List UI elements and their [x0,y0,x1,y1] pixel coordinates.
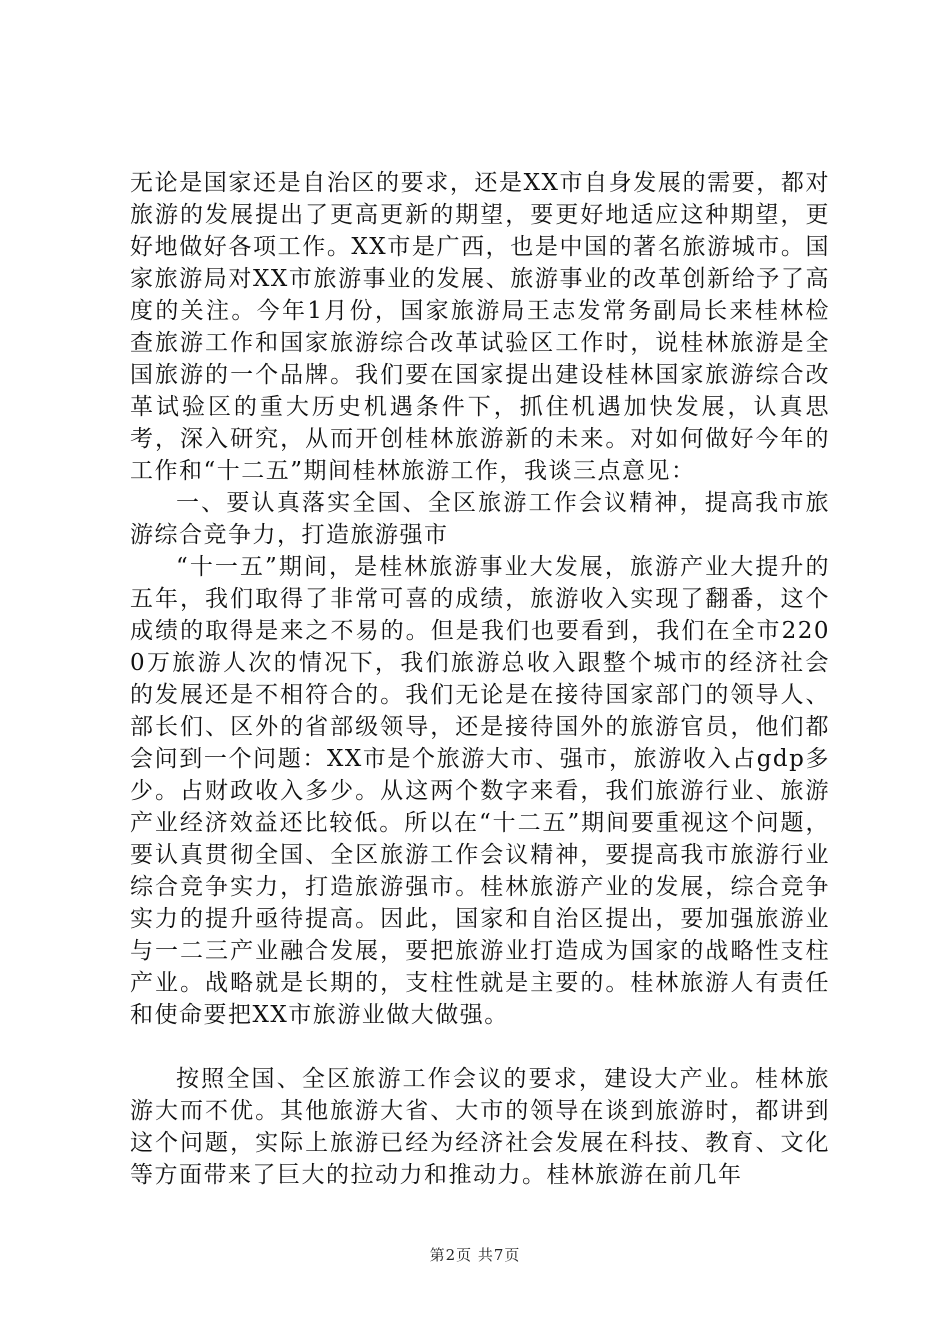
paragraph-section-1: “十一五”期间，是桂林旅游事业大发展，旅游产业大提升的五年，我们取得了非常可喜的成绩，旅游收入实现了翻番，这个成绩的取得是来之不易的。但是我们也要看到，我们在全市2200万旅游人次的情况下，我们旅游总收入跟整个城市的经济社会的发展还是不相符合的。我们无论是在接待国家部门的领导人、部长们、区外的省部级领导，还是接待国外的旅游官员，他们都会问到一个问题：XX市是个旅游大市、强市，旅游收入占gdp多少。占财政收入多少。从这两个数字来看，我们旅游行业、旅游产业经济效益还比较低。所以在“十二五”期间要重视这个问题，要认真贯彻全国、全区旅游工作会议精神，要提高我市旅游行业综合竞争实力，打造旅游强市。桂林旅游产业的发展，综合竞争实力的提升亟待提高。因此，国家和自治区提出，要加强旅游业与一二三产业融合发展，要把旅游业打造成为国家的战略性支柱产业。战略就是长期的，支柱性就是主要的。桂林旅游人有责任和使命要把XX市旅游业做大做强。 [130,554,830,1028]
paragraph-intro: 无论是国家还是自治区的要求，还是XX市自身发展的需要，都对旅游的发展提出了更高更新的期望，要更好地适应这种期望，更好地做好各项工作。XX市是广西，也是中国的著名旅游城市。国家旅游局对XX市旅游事业的发展、旅游事业的改革创新给予了高度的关注。今年1月份，国家旅游局王志发常务副局长来桂林检查旅游工作和国家旅游综合改革试验区工作时，说桂林旅游是全国旅游的一个品牌。我们要在国家提出建设桂林国家旅游综合改革试验区的重大历史机遇条件下，抓住机遇加快发展，认真思考，深入研究，从而开创桂林旅游新的未来。对如何做好今年的工作和“十二五”期间桂林旅游工作，我谈三点意见： [130,170,830,484]
document-body [130,167,830,1191]
paragraph-section-1-continued: 按照全国、全区旅游工作会议的要求，建设大产业。桂林旅游大而不优。其他旅游大省、大市的领导在谈到旅游时，都讲到这个问题，实际上旅游已经为经济社会发展在科技、教育、文化等方面带来了巨大的拉动力和推动力。桂林旅游在前几年 [130,1066,830,1188]
page-number-footer: 第2页 共7页 [429,1246,521,1264]
section-heading-1: 一、要认真落实全国、全区旅游工作会议精神，提高我市旅游综合竞争力，打造旅游强市 [130,490,830,548]
